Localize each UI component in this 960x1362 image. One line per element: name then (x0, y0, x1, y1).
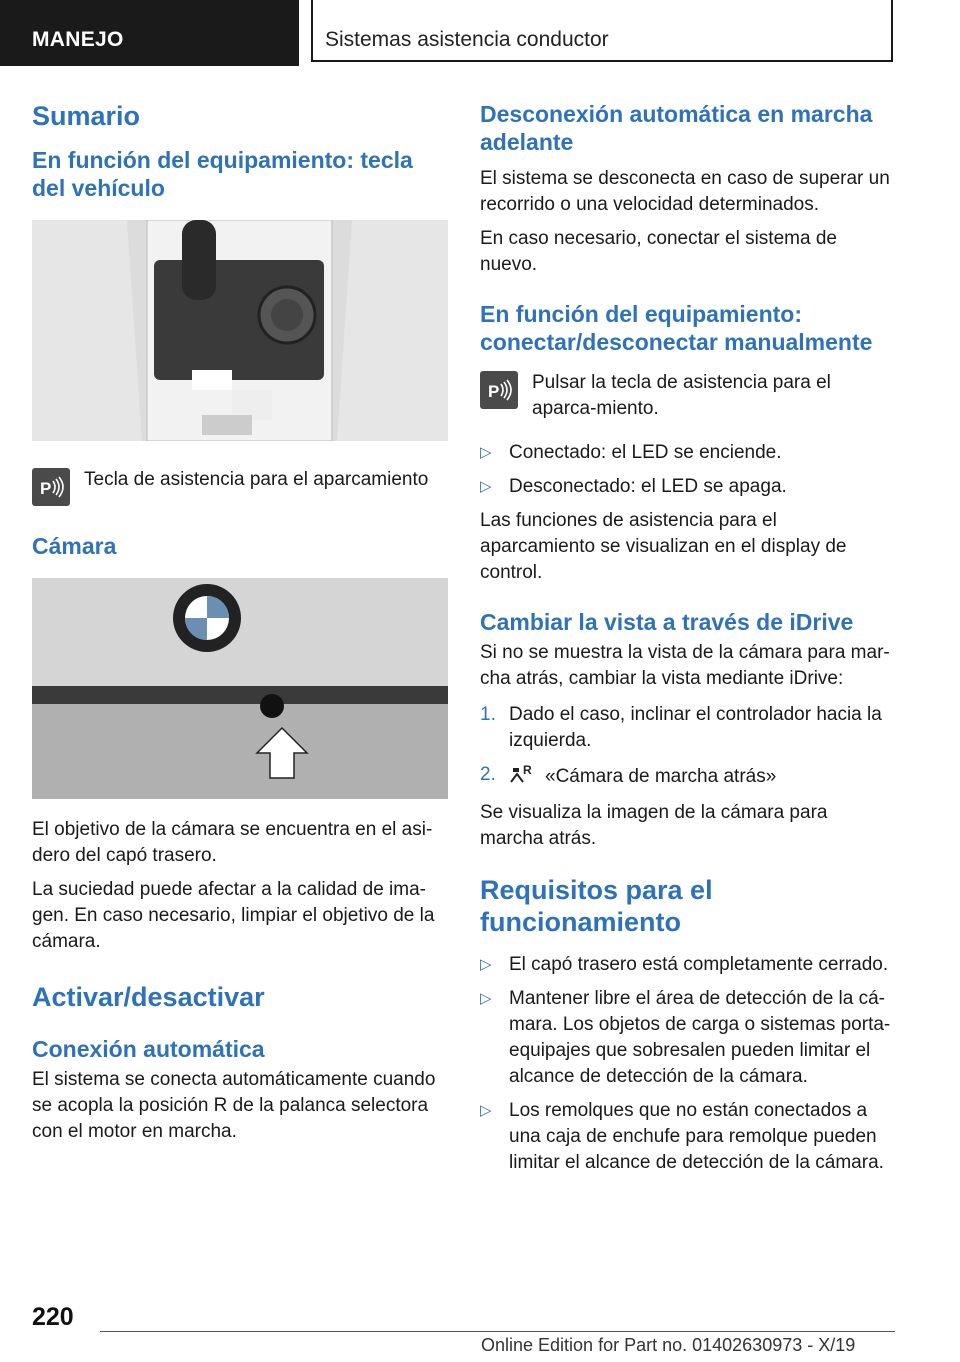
parking-key-legend (32, 467, 448, 506)
bullet-triangle-icon: ▷ (480, 956, 492, 973)
list-item: ▷ Los remolques que no están conectados a una caja de enchufe para remolque pueden limitar el alcance de detección de la cámara. (480, 1098, 896, 1176)
parking-assist-icon (32, 468, 70, 506)
parking-key-caption: Tecla de asistencia para el aparcamiento (84, 469, 429, 490)
rear-camera-photo (32, 578, 448, 799)
camera-paragraph-2: La suciedad puede afectar a la calidad de ima-gen. En caso necesario, limpiar el objetivo de la cámara. (32, 879, 435, 952)
list-item: ▷ Mantener libre el área de detección de la cá-mara. Los objetos de carga o sistemas porta-equipajes que sobresalen pueden limitar el alcance de detección de la cámara. (480, 986, 896, 1090)
left-column (32, 100, 448, 1145)
camera-heading: Cámara (32, 533, 117, 559)
rear-camera-icon (509, 762, 535, 792)
equipment-key-heading: En función del equipamiento: tecla del vehículo (32, 147, 413, 201)
svg-text:R: R (523, 763, 532, 777)
list-item: ▷ Desconectado: el LED se apaga. (480, 474, 896, 500)
auto-off-paragraph-2: En caso necesario, conectar el sistema de nuevo. (480, 228, 837, 275)
auto-on-paragraph: El sistema se conecta automáticamente cuando se acopla la posición R de la palanca selectora con el motor en marcha. (32, 1069, 436, 1142)
section-tab (0, 0, 299, 66)
summary-heading: Sumario (32, 101, 141, 131)
list-item: 2. R «Cámara de marcha atrás» (480, 762, 896, 792)
camera-paragraph-1: El objetivo de la cámara se encuentra en el asi-dero del capó trasero. (32, 819, 433, 866)
bullet-triangle-icon: ▷ (480, 990, 492, 1007)
list-item: ▷ El capó trasero está completamente cerrado. (480, 952, 896, 978)
activate-heading: Activar/desactivar (32, 982, 265, 1012)
parking-assist-icon (480, 371, 518, 409)
manual-heading: En función del equipamiento: conectar/desconectar manualmente (480, 301, 873, 355)
manual-instruction (480, 370, 896, 422)
bullet-triangle-icon: ▷ (480, 478, 492, 495)
auto-off-paragraph-1: El sistema se desconecta en caso de superar un recorrido o una velocidad determinados. (480, 168, 890, 215)
chapter-title: Sistemas asistencia conductor (325, 28, 609, 51)
chapter-tab (311, 0, 893, 62)
right-column (480, 100, 896, 1176)
bullet-triangle-icon: ▷ (480, 1102, 492, 1119)
idrive-paragraph-2: Se visualiza la imagen de la cámara para marcha atrás. (480, 802, 828, 849)
svg-text:P: P (40, 479, 52, 498)
svg-text:P: P (488, 382, 500, 401)
list-item: ▷ Conectado: el LED se enciende. (480, 440, 896, 466)
manual-paragraph-2: Las funciones de asistencia para el aparcamiento se visualizan en el display de control. (480, 510, 847, 583)
center-console-photo (32, 220, 448, 441)
page-number: 220 (32, 1303, 74, 1331)
auto-on-heading: Conexión automática (32, 1036, 265, 1062)
list-item: 1. Dado el caso, inclinar el controlador hacia la izquierda. (480, 704, 882, 751)
manual-paragraph: Pulsar la tecla de asistencia para el aparca-miento. (532, 372, 831, 419)
idrive-heading: Cambiar la vista a través de iDrive (480, 609, 854, 635)
section-title: MANEJO (32, 28, 124, 51)
bullet-triangle-icon: ▷ (480, 444, 492, 461)
edition-footer: Online Edition for Part no. 01402630973 - X/19 (481, 1335, 856, 1355)
requirements-heading: Requisitos para el funcionamiento (480, 875, 713, 937)
idrive-paragraph: Si no se muestra la vista de la cámara para mar-cha atrás, cambiar la vista mediante iDrive: (480, 642, 890, 689)
auto-off-heading: Desconexión automática en marcha adelante (480, 101, 873, 155)
